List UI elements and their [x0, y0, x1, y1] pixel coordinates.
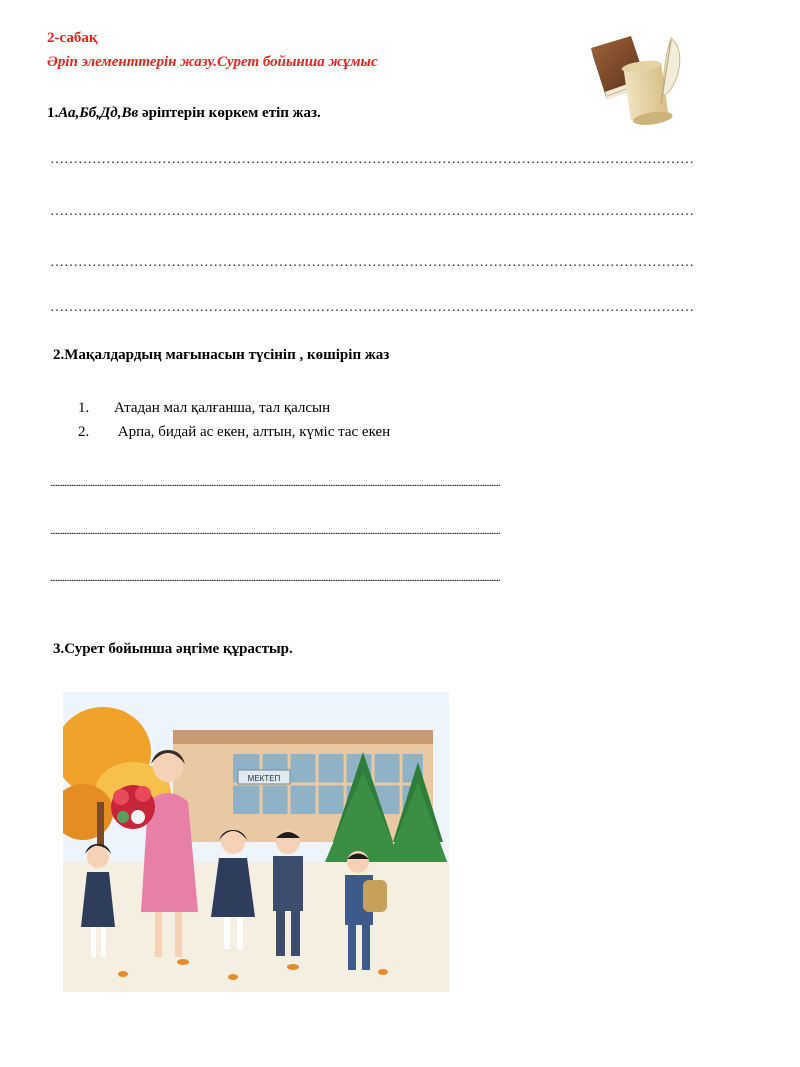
proverb-text: Атадан мал қалғанша, тал қалсын: [114, 400, 331, 416]
writing-line[interactable]: …………………………………………………………………………………………………………………………: [50, 205, 694, 219]
proverb-number: 1.: [78, 400, 90, 416]
task-2-title: 2.Мақалдардың мағынасын түсініп , көшіріп жаз: [53, 347, 390, 363]
school-sign-text: МЕКТЕП: [247, 774, 281, 783]
writing-line[interactable]: .................................................................................................................................................................................................................................................................: [50, 572, 500, 584]
proverb-list: [78, 396, 390, 444]
task-1-number: 1.: [47, 105, 59, 121]
writing-line[interactable]: .................................................................................................................................................................................................................................................................: [50, 477, 500, 489]
task-3-title: 3.Сурет бойынша әңгіме құрастыр.: [53, 641, 293, 657]
writing-line[interactable]: …………………………………………………………………………………………………………………………: [50, 301, 694, 315]
task-1: [47, 105, 321, 122]
writing-line[interactable]: .................................................................................................................................................................................................................................................................: [50, 525, 500, 537]
proverb-text: Арпа, бидай ас екен, алтын, күміс тас екен: [114, 424, 391, 440]
writing-line[interactable]: …………………………………………………………………………………………………………………………: [50, 153, 694, 167]
task-1-text: әріптерін көркем етіп жаз.: [138, 105, 321, 121]
task-1-letters: Аа,Бб,Дд,Вв: [58, 105, 139, 121]
proverb-number: 2.: [78, 424, 90, 440]
list-item: [78, 420, 390, 444]
lesson-number: 2-сабақ: [47, 30, 98, 46]
list-item: [78, 396, 390, 420]
book-scroll-quill-icon: [583, 26, 693, 136]
school-illustration: [63, 692, 449, 992]
writing-line[interactable]: …………………………………………………………………………………………………………………………: [50, 256, 694, 270]
lesson-title: Әріп элементтерін жазу.Сурет бойынша жұмыс: [47, 54, 378, 70]
